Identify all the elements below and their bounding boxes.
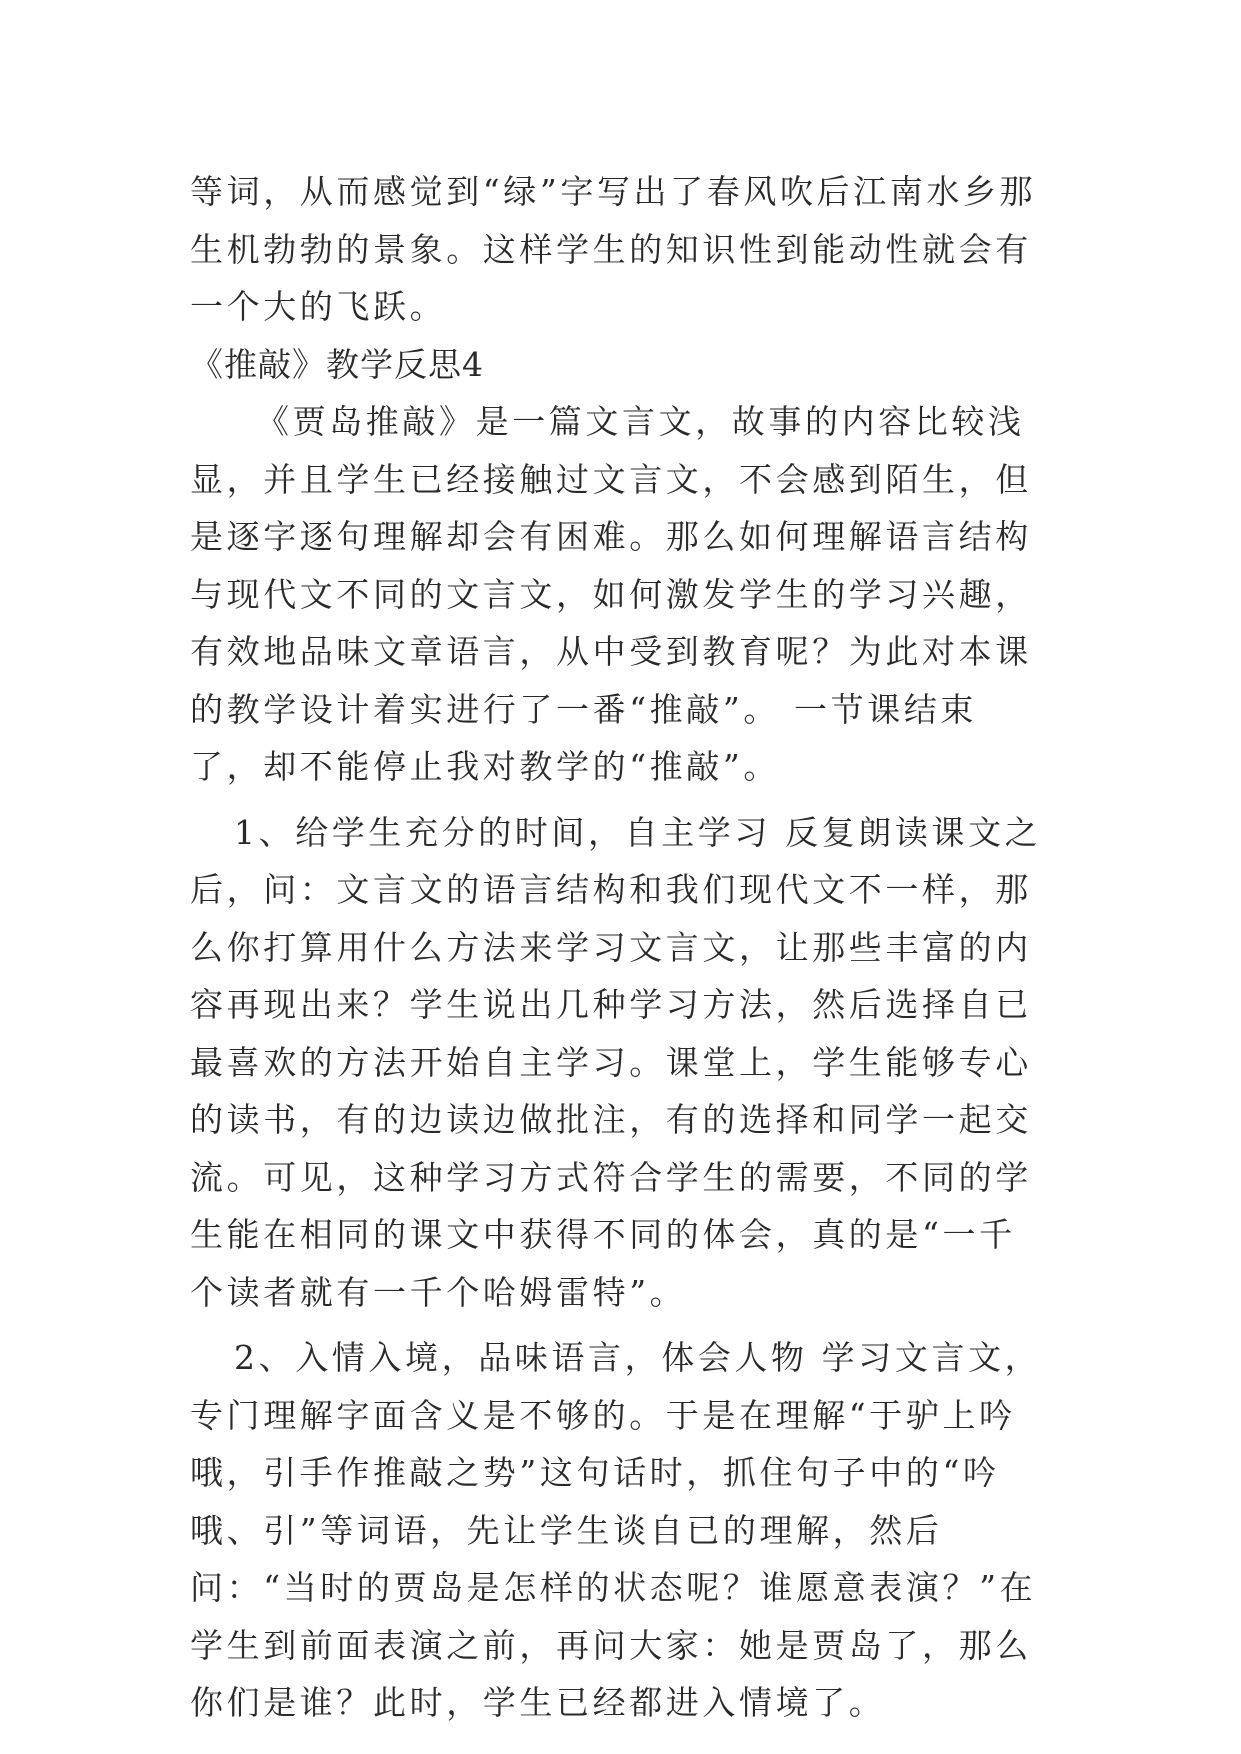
document-body (190, 163, 1050, 1732)
paragraph-continued: 等词，从而感觉到“绿”字写出了春风吹后江南水乡那生机勃勃的景象。这样学生的知识性到能动性就会有一个大的飞跃。 (190, 172, 1037, 326)
paragraph-intro: 《贾岛推敲》是一篇文言文，故事的内容比较浅显，并且学生已经接触过文言文，不会感到陌生，但是逐字逐句理解却会有困难。那么如何理解语言结构与现代文不同的文言文，如何激发学生的学习兴趣，有效地品味文章语言，从中受到教育呢？为此对本课的教学设计着实进行了一番“推敲”。 一节课结束了，却不能停止我对教学的“推敲”。 (190, 402, 1032, 786)
section-heading: 《推敲》教学反思4 (190, 344, 484, 384)
paragraph-point-2: 2、入情入境，品味语言，体会人物 学习文言文，专门理解字面含义是不够的。于是在理解“于驴上吟哦，引手作推敲之势”这句话时，抓住句子中的“吟哦、引”等词语，先让学生谈自已的理解，然后问：“当时的贾岛是怎样的状态呢？谁愿意表演？”在学生到前面表演之前，再问大家：她是贾岛了，那么你们是谁？此时，学生已经都进入情境了。 (190, 1338, 1042, 1722)
paragraph-point-1: 1、给学生充分的时间，自主学习 反复朗读课文之后，问：文言文的语言结构和我们现代文不一样，那么你打算用什么方法来学习文言文，让那些丰富的内容再现出来？学生说出几种学习方法，然后选择自已最喜欢的方法开始自主学习。课堂上，学生能够专心的读书，有的边读边做批注，有的选择和同学一起交流。可见，这种学习方式符合学生的需要，不同的学生能在相同的课文中获得不同的体会，真的是“一千个读者就有一千个哈姆雷特”。 (190, 812, 1042, 1312)
